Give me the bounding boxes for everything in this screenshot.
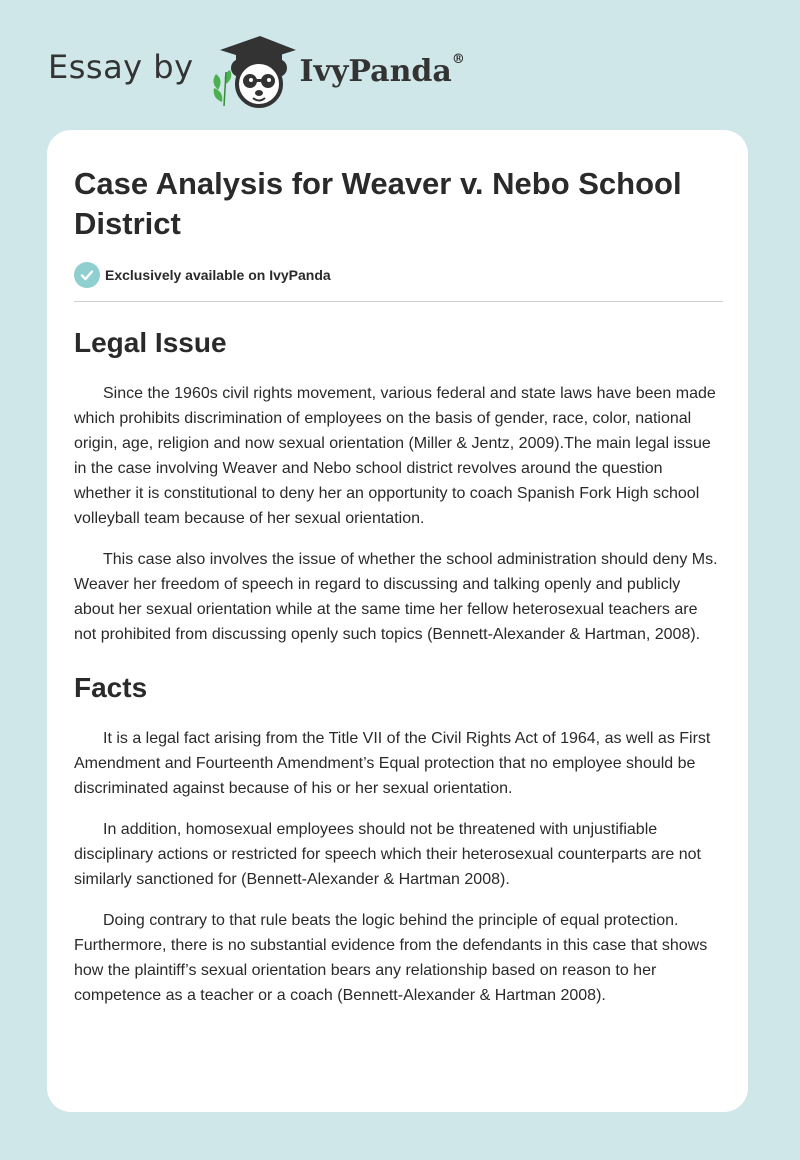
panda-graduate-icon[interactable] bbox=[208, 32, 298, 108]
paragraph: Doing contrary to that rule beats the logic behind the principle of equal protection. Furthermore, there is no substantial evidence from the defendants in this case that shows how the plaintiff’s sexual orientation bears any relationship based on reason to her competence as a teacher or a coach (Bennett-Alexander & Hartman 2008). bbox=[74, 912, 708, 1004]
brand-name bbox=[299, 51, 465, 89]
section-heading: Facts bbox=[74, 672, 148, 703]
registered-mark: ® bbox=[451, 51, 465, 67]
section-facts bbox=[74, 671, 723, 1008]
site-header bbox=[48, 30, 465, 110]
essay-title: Case Analysis for Weaver v. Nebo School District bbox=[74, 166, 682, 241]
paragraph: This case also involves the issue of whether the school administration should deny Ms. Weaver her freedom of speech in regard to discussing and talking openly and publicly about her sexual orientation while at the same time her fellow heterosexual teachers are not prohibited from discussing openly such topics (Bennett-Alexander & Hartman, 2008). bbox=[74, 551, 718, 643]
paragraph: In addition, homosexual employees should not be threatened with unjustifiable disciplinary actions or restricted for speech which their heterosexual counterparts are not similarly sanctioned for (Bennett-Alexander & Hartman 2008). bbox=[74, 821, 701, 888]
paragraph: It is a legal fact arising from the Title VII of the Civil Rights Act of 1964, as well as First Amendment and Fourteenth Amendment’s Equal protection that no employee should be discriminated against because of his or her sexual orientation. bbox=[74, 730, 711, 797]
brand-name-text: IvyPanda bbox=[299, 53, 452, 89]
essay-content bbox=[74, 164, 723, 1008]
section-legal-issue bbox=[74, 326, 723, 647]
essay-card bbox=[47, 130, 748, 1112]
exclusive-badge-text: Exclusively available on IvyPanda bbox=[105, 267, 331, 283]
exclusive-badge bbox=[74, 262, 723, 288]
section-heading: Legal Issue bbox=[74, 327, 227, 358]
check-circle-icon bbox=[74, 262, 100, 288]
paragraph: Since the 1960s civil rights movement, various federal and state laws have been made which prohibits discrimination of employees on the basis of gender, race, color, national origin, age, religion and now sexual orientation (Miller & Jentz, 2009).The main legal issue in the case involving Weaver and Nebo school district revolves around the question whether it is constitutional to deny her an opportunity to coach Spanish Fork High school volleyball team because of her sexual orientation. bbox=[74, 385, 716, 527]
title-divider bbox=[74, 301, 723, 302]
brand-prefix: Essay by bbox=[48, 48, 194, 86]
